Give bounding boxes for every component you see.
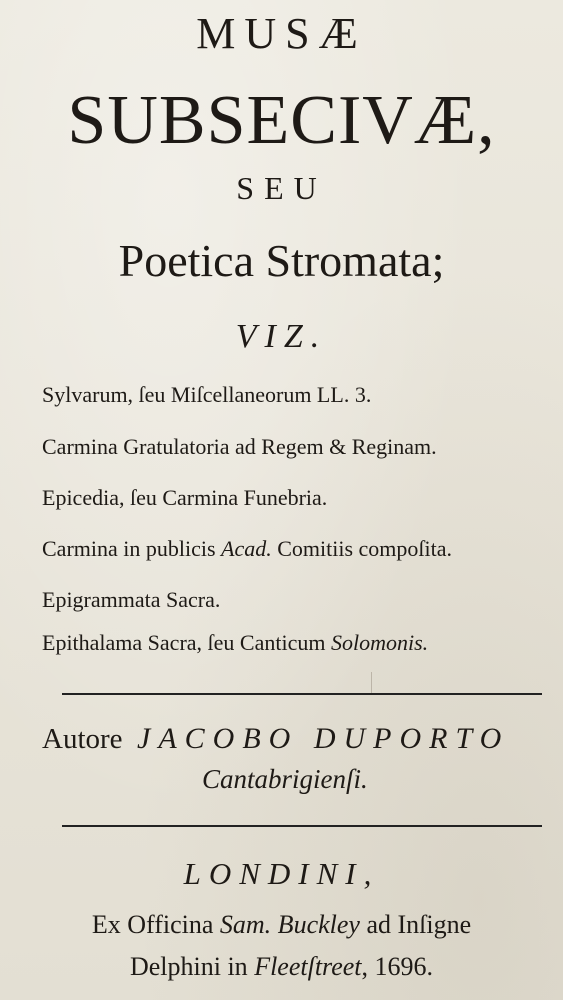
author-line	[42, 722, 557, 756]
author-affiliation: Cantabrigienſi.	[202, 764, 368, 794]
author-name: JACOBO DUPORTO	[137, 722, 510, 755]
contents-item: Carmina Gratulatoria ad Regem & Reginam.	[42, 434, 437, 459]
imprint-year: , 1696.	[361, 952, 434, 981]
title-seu: SEU	[236, 170, 327, 206]
imprint-text: ad Inſigne	[359, 910, 472, 939]
contents-item: Epicedia, ſeu Carmina Funebria.	[42, 485, 328, 510]
title-musae: MUSÆ	[196, 9, 367, 58]
contents-item: Epigrammata Sacra.	[42, 587, 221, 612]
contents-text: Epithalama Sacra, ſeu Canticum	[42, 630, 331, 655]
imprint-printer: Sam. Buckley	[219, 910, 360, 939]
paper-crease	[371, 672, 372, 694]
contents-item	[42, 632, 557, 654]
imprint-line	[0, 910, 563, 940]
divider-rule	[62, 825, 542, 827]
contents-item	[42, 538, 557, 560]
author-prefix: Autore	[42, 723, 123, 755]
imprint-street: Fleetſtreet	[254, 952, 362, 981]
contents-item: Sylvarum, ſeu Miſcellaneorum LL. 3.	[42, 382, 372, 407]
contents-italic: Solomonis.	[330, 630, 429, 655]
contents-italic: Acad.	[221, 536, 272, 561]
title-poetica-stromata: Poetica Stromata;	[118, 235, 445, 286]
imprint-text: Ex Officina	[91, 910, 220, 939]
imprint-text: Delphini in	[129, 952, 255, 981]
contents-text: Comitiis compoſita.	[271, 536, 453, 561]
title-subsecivae: SUBSECIVÆ,	[67, 82, 496, 159]
imprint-city: LONDINI,	[183, 856, 380, 891]
divider-rule	[62, 693, 542, 695]
title-viz: VIZ.	[235, 318, 328, 355]
contents-text: Carmina in publicis	[42, 536, 222, 561]
imprint-line	[0, 952, 563, 982]
